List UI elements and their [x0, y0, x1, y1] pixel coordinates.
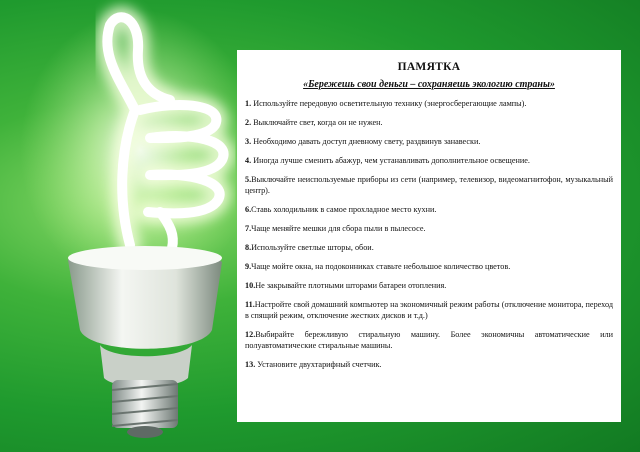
- list-item: [245, 136, 613, 147]
- item-text: Выключайте неиспользуемые приборы из сети (например, телевизор, видеомагнитофон, музыкальный центр).: [245, 175, 613, 195]
- list-item: [245, 359, 613, 370]
- list-item: [245, 329, 613, 351]
- list-item: [245, 204, 613, 215]
- list-item: [245, 117, 613, 128]
- list-item: [245, 98, 613, 109]
- energy-saving-bulb-thumbs-up-icon: [0, 0, 240, 452]
- item-number: 3.: [245, 137, 252, 146]
- item-text: Ставь холодильник в самое прохладное место кухни.: [251, 205, 437, 214]
- item-text: Чаще меняйте мешки для сбора пыли в пылесосе.: [251, 224, 426, 233]
- item-text: Чаще мойте окна, на подоконниках ставьте небольшое количество цветов.: [251, 262, 511, 271]
- item-text: Выключайте свет, когда он не нужен.: [251, 118, 383, 127]
- item-number: 8.: [245, 243, 252, 252]
- item-number: 12.: [245, 330, 256, 339]
- list-item: [245, 223, 613, 234]
- memo-card: [237, 50, 621, 422]
- item-number: 11.: [245, 300, 255, 309]
- item-text: Не закрывайте плотными шторами батареи отопления.: [255, 281, 447, 290]
- item-text: Используйте светлые шторы, обои.: [251, 243, 374, 252]
- item-number: 6.: [245, 205, 252, 214]
- item-number: 5.: [245, 175, 252, 184]
- memo-title: ПАМЯТКА: [397, 61, 461, 73]
- item-number: 4.: [245, 156, 252, 165]
- item-text: Настройте свой домашний компьютер на экономичный режим работы (отключение монитора, переход в спящий режим, отключение жестких дисков и т.д.): [245, 300, 613, 320]
- item-number: 10.: [245, 281, 256, 290]
- list-item: [245, 280, 613, 291]
- memo-subtitle: «Бережешь свои деньги – сохраняешь экологию страны»: [303, 79, 555, 90]
- item-text: Необходимо давать доступ дневному свету, раздвинув занавески.: [251, 137, 481, 146]
- item-text: Установите двухтарифный счетчик.: [255, 360, 382, 369]
- list-item: [245, 261, 613, 272]
- item-text: Выбирайте бережливую стиральную машину. Более экономичны автоматические или полуавтоматические стиральные машины.: [245, 330, 613, 350]
- item-text: Иногда лучше сменить абажур, чем устанавливать дополнительное освещение.: [251, 156, 530, 165]
- item-text: Используйте передовую осветительную технику (энергосберегающие лампы).: [251, 99, 527, 108]
- item-number: 7.: [245, 224, 252, 233]
- list-item: [245, 155, 613, 166]
- item-number: 9.: [245, 262, 252, 271]
- item-number: 13.: [245, 360, 256, 369]
- list-item: [245, 299, 613, 321]
- list-item: [245, 242, 613, 253]
- item-number: 1.: [245, 99, 252, 108]
- item-number: 2.: [245, 118, 252, 127]
- tips-list: [245, 98, 613, 370]
- list-item: [245, 174, 613, 196]
